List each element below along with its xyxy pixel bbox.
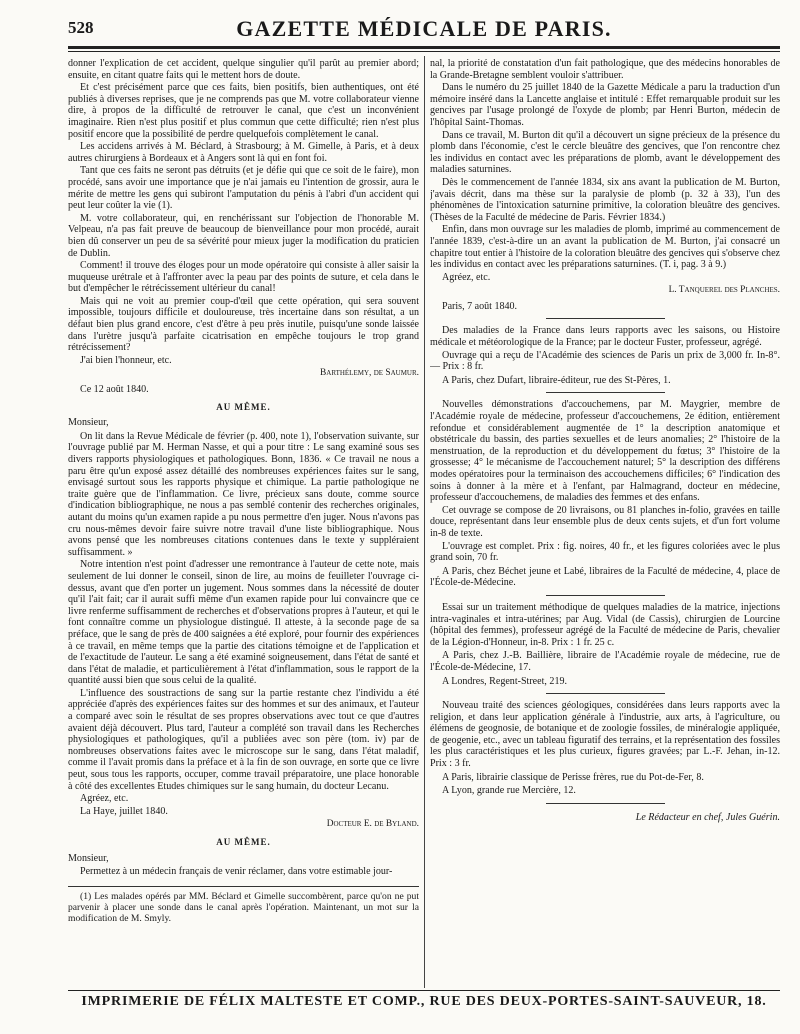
book-notice-text: Cet ouvrage se compose de 20 livraisons, ou 81 planches in-folio, gravées en taille douce, représentant dans leur ensemble plus de deux cents sujets, et d'un fort volume in-8 de texte. (430, 504, 780, 539)
publisher-address: A Londres, Regent-Street, 219. (442, 675, 568, 687)
footnote-rule (68, 886, 419, 887)
dateline: La Haye, juillet 1840. (80, 805, 168, 817)
footnote: (1) Les malades opérés par MM. Béclard et Gimelle succombèrent, parce qu'on ne put parvenir à placer une sonde dans le canal après l'opération. Maintenant, un mot sur la modification de M. Smyly. (68, 890, 419, 924)
paragraph: Dans ce travail, M. Burton dit qu'il a découvert un signe précieux de la présence du plomb dans l'économie, c'est le cercle bleuâtre des gencives, que l'on rencontre chez les individus en contact avec les préparations de plomb, avant le développement des maladies saturnines. (430, 129, 780, 176)
paragraph: Enfin, dans mon ouvrage sur les maladies de plomb, imprimé au commencement de l'année 1839, c'est-à-dire un an avant la publication de M. Burton, j'ai consacré un chapitre tout entier à l'histoire de la coloration bleuâtre des gencives qui s'observe chez les individus en contact avec les préparations saturnines. (T. i, pag. 3 à 9.) (430, 224, 780, 271)
publisher-address: A Paris, librairie classique de Perisse frères, rue du Pot-de-Fer, 8. (442, 771, 704, 783)
journal-title: GAZETTE MÉDICALE DE PARIS. (236, 16, 612, 41)
page-number: 528 (68, 18, 94, 37)
paragraph: Permettez à un médecin français de venir réclamer, dans votre estimable jour- (80, 866, 393, 878)
dateline: Ce 12 août 1840. (80, 384, 149, 396)
paragraph: M. votre collaborateur, qui, en renchérissant sur l'objection de l'honorable M. Velpeau, n'a pas fait preuve de beaucoup de bienveillance pour mon procédé, aurait bien dû conserver un peu de sa sévérité pour mieux juger la modification du praticien de Dublin. (68, 212, 419, 259)
publisher-address: A Lyon, grande rue Mercière, 12. (442, 785, 576, 797)
signature: Barthélemy, de Saumur. (320, 368, 419, 379)
right-column (430, 58, 780, 990)
closing: J'ai bien l'honneur, etc. (80, 354, 172, 366)
editor-signature: Le Rédacteur en chef, Jules Guérin. (635, 811, 780, 823)
book-notice-title: Nouveau traité des sciences géologiques, considérées dans leurs rapports avec la religion, et dans leur application générale à l'industrie, aux arts, à l'agriculture, ou élémens de geognosie, de botanique et de zoologie fossiles, de minéralogie appliquée, de geogenie, etc., avec un tableau figuratif des terrains, et la représentation des fossiles les plus caractéristiques et les plus curieux, figures gravées; par L.-F. Jehan, in-12. Prix : 3 fr. (430, 700, 780, 770)
paragraph: Dans le numéro du 25 juillet 1840 de la Gazette Médicale a paru la traduction d'un mémoire inséré dans la Lancette anglaise et intitulé : Effet remarquable produit sur les gencives par l'usage prolongé de l'oxyde de plomb; par Henri Burton, médecin de l'hôpital Saint-Thomas. (430, 82, 780, 128)
paragraph: Mais qui ne voit au premier coup-d'œil que cette opération, qui sera souvent impossible, toujours difficile et douloureuse, très incertaine dans son résultat, a un défaut bien plus grand encore, c'est d'être à peu près inutile, puisqu'une sonde laissée dans l'urètre jusqu'à parfaite cicatrisation en empêche toujours le trop grand rétrécissement? (68, 295, 419, 354)
signature: Docteur E. de Byland. (326, 819, 419, 830)
salutation: Monsieur, (68, 852, 109, 864)
book-notice-title: Nouvelles démonstrations d'accouchemens, par M. Maygrier, membre de l'Académie royale de médecine, professeur d'accouchemens, 2e édition, entièrement refondue et considérablement augmentée de 1° la description anatomique et obstétricale du bassin, des parties sexuelles et de leurs anomalies; 2° l'histoire de la menstruation, de la reproduction et du développement du fœtus; 3° l'histoire de la grossesse; 4° le mécanisme de l'accouchement naturel; 5° la description des différens modes opératoires pour la terminaison des accouchemens difficiles; 6° l'indication des soins à donner à la mère et à l'enfant, par Halmagrand, docteur en médecine, professeur d'accouchemens, de maladies des femmes et des enfans. (430, 399, 780, 504)
header-rule-thick (68, 46, 780, 49)
separator (546, 803, 665, 804)
paragraph: On lit dans la Revue Médicale de février (p. 400, note 1), l'observation suivante, sur l'ouvrage publié par M. Herman Nasse, et qui a pour titre : Le sang examiné sous ses divers rapports physiologiques et pathologiques. Bonn, 1836. « Ce travail ne nous a paru être qu'un exposé assez détaillé des nombreuses expériences faites sur le sang, envisagé surtout sous les rapports physique et chimique. La partie pathologique ne traite guère que de l'inflammation. Ce livre, précieux sans doute, comme source d'indication bibliographique, ne nous a pas semblé contenir des recherches originales, autant du moins qu'un examen rapide a pu nous permettre d'en juger. Nous n'avons pas cru nous-mêmes devoir faire suivre notre travail d'une liste bibliographique. Nous avons pensé que les nombreuses citations contenues dans le texte y suppléraient suffisamment. » (68, 430, 419, 558)
paragraph: donner l'explication de cet accident, quelque singulier qu'il parût au premier abord; ensuite, en citant quatre faits qui le mettent hors de doute. (68, 58, 419, 81)
salutation: Monsieur, (68, 417, 109, 429)
book-notice-text: Ouvrage qui a reçu de l'Académie des sciences de Paris un prix de 3,000 fr. In-8°. — Prix : 8 fr. (430, 349, 780, 373)
book-notice-title: Des maladies de la France dans leurs rapports avec les saisons, ou Histoire médicale et météorologique de la France; par le docteur Fuster, professeur, agrégé. (430, 325, 780, 349)
publisher-address: A Paris, chez Dufart, libraire-éditeur, rue des St-Pères, 1. (442, 374, 671, 386)
paragraph: Et c'est précisément parce que ces faits, bien positifs, bien authentiques, ont été publiés à diverses reprises, que je ne comprends pas que M. votre collaborateur vienne dire, à propos de la difficulté de retrouver le canal, que c'est un inconvénient imaginaire. Rien n'est plus positif et plus commun que cette difficulté; rien n'est plus positif encore que la possibilité de perdre quelquefois complètement le canal. (68, 82, 419, 140)
section-heading: AU MÊME. (216, 401, 271, 412)
signature: L. Tanquerel des Planches. (668, 285, 780, 296)
paragraph: nal, la priorité de constatation d'un fait pathologique, que des médecins honorables de la Grande-Bretagne semblent vouloir s'attribuer. (430, 58, 780, 81)
closing: Agréez, etc. (442, 271, 491, 283)
closing: Agréez, etc. (80, 793, 129, 805)
paragraph: Tant que ces faits ne seront pas détruits (et je défie qui que ce soit de le faire), mon procédé, sans avoir une importance que je n'ai jamais eu l'intention de grossir, aura le mérite de mettre les gens qui subiront l'amputation du pénis à l'abri d'un accident qui peut leur coûter la vie (1). (68, 165, 419, 212)
paragraph: Les accidens arrivés à M. Béclard, à Strasbourg; à M. Gimelle, à Paris, et à deux autres chirurgiens à Bordeaux et à Angers sont là qui en font foi. (68, 141, 419, 164)
left-column (68, 58, 419, 990)
footer-rule (68, 990, 780, 991)
separator (546, 318, 665, 319)
separator (546, 595, 665, 596)
paragraph: Notre intention n'est point d'adresser une remontrance à l'auteur de cette note, mais seulement de lui donner le conseil, sinon de lire, au moins de feuilleter l'ouvrage ci-dessus, avant que d'en porter un jugement. Nous sommes dans la nécessité de douter qu'il l'ait fait; car il aurait suffi même d'un examen rapide pour lui convaincre que ce livre renferme suffisamment de recherches et d'observations propres à l'auteur, et qui le font connaître comme un physiologue distingué. Il atteste, à la seconde page de sa préface, que le sang de près de 400 saignées a été exploré, pour fournir des expériences à ce travail, en même temps que la partie des citations témoigne et de l'application et de l'exactitude de l'auteur. Le sang a été examiné soigneusement, dans l'état de santé et dans l'état de maladie, et particulièrement à l'état d'inflammation, sous le rapport de la quantité aussi bien que sous celui de la qualité. (68, 559, 419, 687)
publisher-address: A Paris, chez Béchet jeune et Labé, libraires de la Faculté de médecine, 4, place de l'École-de-Médecine. (430, 565, 780, 589)
separator (546, 693, 665, 694)
book-notice-title: Essai sur un traitement méthodique de quelques maladies de la matrice, injections intra-vaginales et intra-utérines; par Aug. Vidal (de Cassis), chirurgien de Lourcine (hôpital des femmes), professeur agrégé de la Faculté de médecine de Paris, chevalier de la Légion-d'Honneur, in-8. Prix : 1 fr. 25 c. (430, 601, 780, 648)
header-rule-thin (68, 51, 780, 52)
separator (546, 392, 665, 393)
paragraph: L'influence des soustractions de sang sur la partie restante chez l'individu a été appréciée d'après des expériences faites sur des hommes et sur des animaux, et l'auteur a comparé avec soin le résultat de ses propres observations avec tout ce que d'autres avaient déjà découvert. Plus tard, l'auteur a complété son travail dans les Recherches physiologiques et pathologiques, qu'il a publiées avec son père (tom. iv) par de nombreuses observations faites avec le microscope sur le sang, dans l'état maladif, comme il l'avait promis dans la préface et à la fin de son ouvrage, en sorte que ce livre peut, sous tous les rapports, occuper, comme travail préparatoire, une place honorable à côté des excellentes Etudes chimiques sur le sang humain, du docteur Lecanu. (68, 687, 419, 792)
printer-imprint: IMPRIMERIE DE FÉLIX MALTESTE ET COMP., RUE DES DEUX-PORTES-SAINT-SAUVEUR, 18. (81, 994, 767, 1009)
page-header (68, 16, 780, 46)
publisher-address: A Paris, chez J.-B. Baillière, libraire de l'Académie royale de médecine, rue de l'École-de-Médecine, 17. (430, 650, 780, 673)
section-heading: AU MÊME. (216, 837, 271, 847)
book-notice-text: L'ouvrage est complet. Prix : fig. noires, 40 fr., et les figures coloriées avec le plus grand soin, 70 fr. (430, 540, 780, 564)
paragraph: Comment! il trouve des éloges pour un mode opératoire qui consiste à aller saisir la muqueuse urétrale et à l'affronter avec la peau par des points de suture, et cela dans le but d'empêcher le rétrécissement ultérieur du canal! (68, 260, 419, 295)
column-divider (424, 56, 425, 988)
dateline: Paris, 7 août 1840. (442, 300, 518, 312)
paragraph: Dès le commencement de l'année 1834, six ans avant la publication de M. Burton, j'avais décrit, dans ma thèse sur la paralysie de plomb (p. 32 à 33), l'un des phénomènes de l'intoxication saturnine primitive, la coloration bleuâtre des gencives. (Thèses de la Faculté de médecine de Paris. Février 1834.) (430, 176, 780, 223)
